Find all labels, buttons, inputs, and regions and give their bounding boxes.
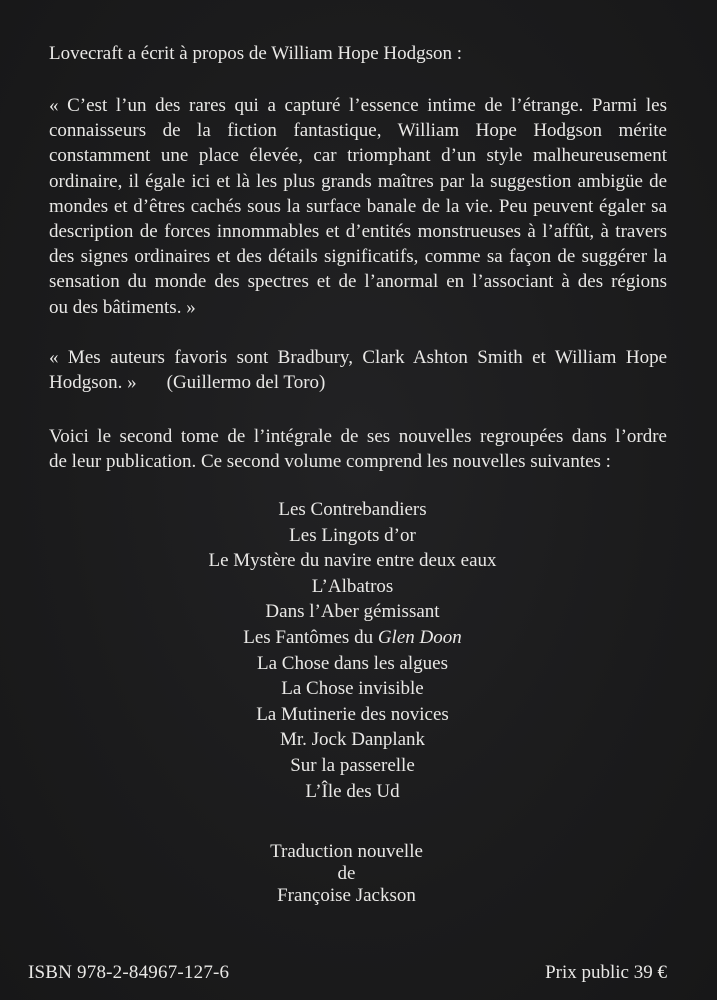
- lovecraft-quote: [49, 93, 667, 320]
- quote-line: constamment une place élevée, car triomphant d’un style malheureusement: [49, 145, 667, 167]
- intro-line: Lovecraft a écrit à propos de William Hope Hodgson :: [49, 43, 463, 64]
- translation-label: Traduction nouvelle: [270, 841, 423, 862]
- quote-line: ordinaire, il égale ici et là les plus grands maîtres par la suggestion ambigüe de: [49, 170, 667, 192]
- quote-text: Hodgson. »: [49, 372, 137, 394]
- quote-line: description de forces innommables et d’entités monstrueuses à l’affût, à travers: [49, 221, 667, 243]
- story-title: La Chose dans les algues: [256, 652, 448, 674]
- story-title: Le Mystère du navire entre deux eaux: [208, 550, 497, 572]
- story-title: L’Albatros: [311, 575, 394, 597]
- story-title: La Mutinerie des novices: [256, 703, 449, 725]
- story-title-text: Les Fantômes du: [243, 626, 378, 648]
- story-title: Sur la passerelle: [290, 754, 415, 776]
- story-title: Dans l’Aber gémissant: [265, 601, 440, 623]
- volume-intro-line: Voici le second tome de l’intégrale de ses nouvelles regroupées dans l’ordre: [49, 426, 667, 447]
- translation-de: de: [337, 863, 356, 884]
- story-title-glen-doon: [0, 625, 717, 651]
- translator-name: Françoise Jackson: [277, 885, 416, 906]
- quote-line: « C’est l’un des rares qui a capturé l’essence intime de l’étrange. Parmi les: [49, 95, 667, 116]
- story-title: Les Contrebandiers: [278, 499, 427, 520]
- quote-attribution: (Guillermo del Toro): [166, 372, 326, 394]
- del-toro-quote: [49, 345, 667, 395]
- quote-line: « Mes auteurs favoris sont Bradbury, Clark Ashton Smith et William Hope: [49, 347, 667, 368]
- story-title-italic: Glen Doon: [377, 626, 462, 648]
- quote-line: sensation du monde des spectres et de l’anormal en l’associant à des régions: [49, 271, 667, 293]
- price: Prix public 39 €: [545, 962, 667, 983]
- volume-intro: [49, 424, 667, 474]
- story-title: L’Île des Ud: [305, 780, 400, 802]
- story-title: La Chose invisible: [281, 678, 424, 700]
- quote-line: ou des bâtiments. »: [49, 296, 196, 318]
- quote-line: connaisseurs de la fiction fantastique, William Hope Hodgson mérite: [49, 120, 667, 142]
- quote-line-last: [49, 370, 667, 395]
- story-title: Mr. Jock Danplank: [279, 729, 426, 751]
- story-list: [0, 497, 717, 804]
- volume-intro-line: de leur publication. Ce second volume comprend les nouvelles suivantes :: [49, 451, 611, 473]
- story-title: Les Lingots d’or: [289, 524, 416, 546]
- translation-credit: [0, 841, 717, 907]
- quote-line: mondes et d’êtres cachés sous la surface banale de la vie. Peu peuvent égaler sa: [49, 195, 667, 217]
- isbn: ISBN 978-2-84967-127-6: [28, 962, 230, 983]
- quote-line: des signes ordinaires et des détails significatifs, comme sa façon de suggérer la: [49, 246, 667, 268]
